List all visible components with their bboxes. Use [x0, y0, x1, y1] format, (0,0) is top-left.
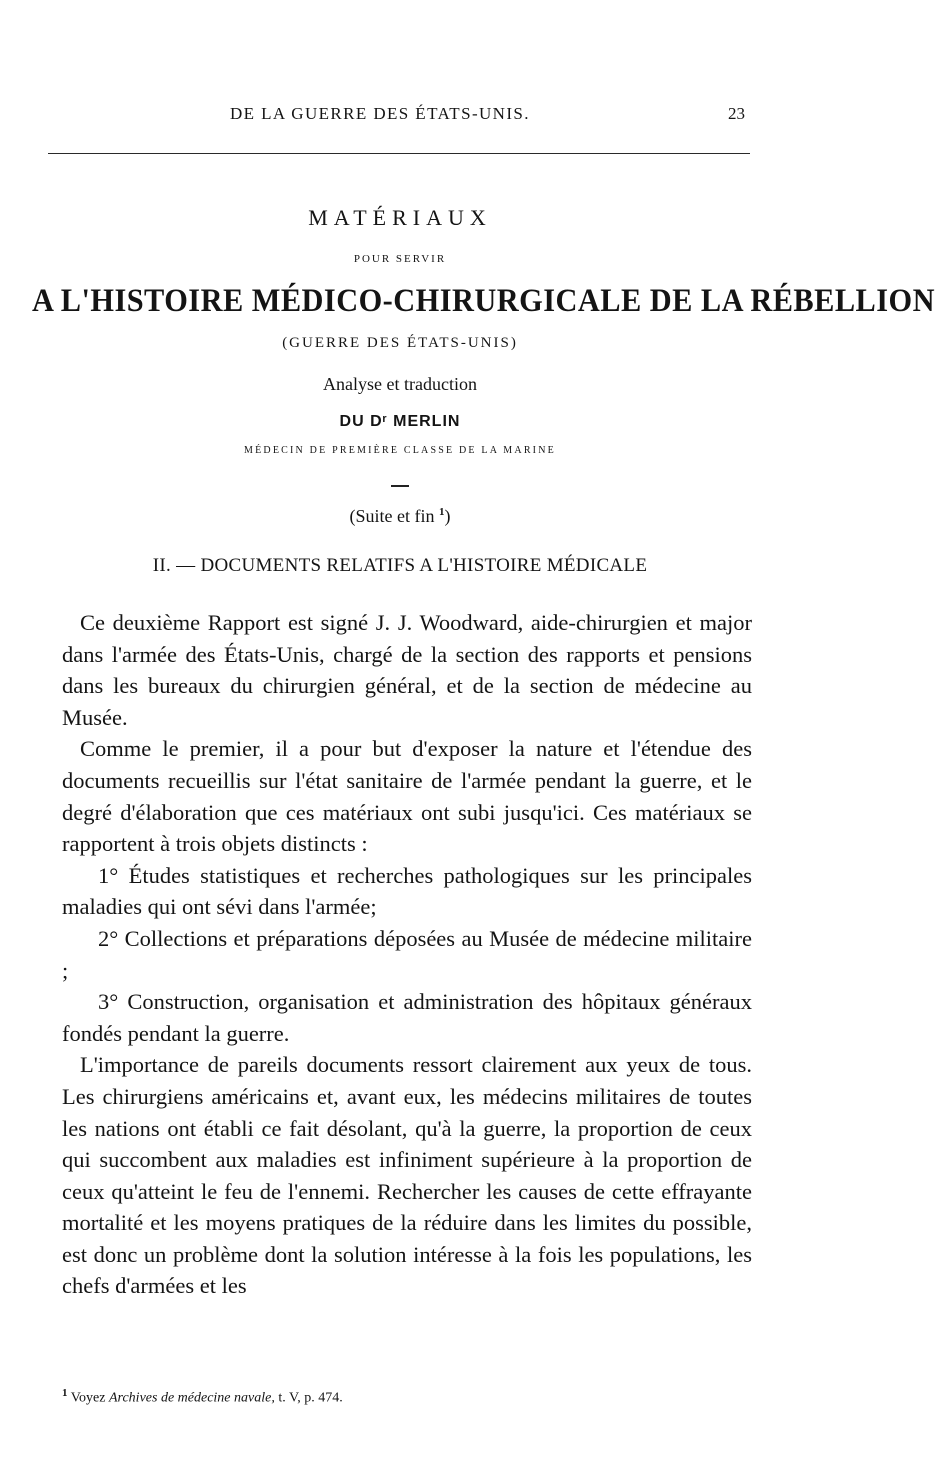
list-item: 2° Collections et préparations déposées au Musée de médecine militaire ;: [62, 925, 752, 983]
section-heading: II. — DOCUMENTS RELATIFS A L'HISTOIRE MÉDICALE: [152, 555, 648, 576]
footnote-source: Archives de médecine navale,: [108, 1390, 275, 1406]
page-number: 23: [728, 104, 745, 123]
title-main: MATÉRIAUX: [308, 205, 492, 230]
footnote: [62, 1387, 343, 1407]
paragraph: L'importance de pareils documents ressort clairement aux yeux de tous. Les chirurgiens américains et, avant eux, les médecins militaires de toutes les nations ont établi ce fait désolant, qu'à la guerre, la proportion de ceux qui succombent aux maladies est infiniment supérieure à la proportion de ceux qu'atteint le feu de l'ennemi. Rechercher les causes de cette effrayante mortalité et les moyens pratiques de la réduire dans les limites du possible, est donc un problème dont la solution intéresse à la fois les populations, les chefs d'armées et les: [62, 1052, 752, 1299]
footnote-before: Voyez: [70, 1390, 106, 1406]
title-dash: [391, 485, 409, 487]
footnote-after: t. V, p. 474.: [278, 1390, 343, 1406]
body-text: [62, 607, 752, 1302]
suite-text: (Suite et fin: [349, 506, 435, 526]
author-title: MÉDECIN DE PREMIÈRE CLASSE DE LA MARINE: [244, 445, 556, 456]
footnote-mark: 1: [62, 1387, 68, 1399]
running-head: DE LA GUERRE DES ÉTATS-UNIS.: [230, 104, 530, 123]
paragraph: Comme le premier, il a pour but d'exposer la nature et l'étendue des documents recueillis sur l'état sanitaire de l'armée pendant la guerre, et le degré d'élaboration que ces matériaux ont subi jusqu'ici. Ces matériaux se rapportent à trois objets distincts :: [62, 736, 752, 857]
title-sub: POUR SERVIR: [353, 253, 447, 265]
list-item: 1° Études statistiques et recherches pathologiques sur les principales maladies qui ont sévi dans l'armée;: [62, 862, 752, 920]
suite-footnote-mark: 1: [438, 506, 445, 518]
analyse-line: Analyse et traduction: [323, 374, 477, 394]
paragraph: Ce deuxième Rapport est signé J. J. Woodward, aide-chirurgien et major dans l'armée des États-Unis, chargé de la section des rapports et pensions dans les bureaux du chirurgien général, et de la section de médecine au Musée.: [62, 610, 752, 730]
title-paren: (GUERRE DES ÉTATS-UNIS): [282, 335, 518, 351]
list-item: 3° Construction, organisation et administration des hôpitaux généraux fondés pendant la guerre.: [62, 989, 752, 1046]
suite-line: [0, 506, 800, 527]
suite-close: ): [444, 506, 451, 526]
header-rule: [48, 153, 750, 154]
author-name: DU Dʳ MERLIN: [339, 413, 461, 430]
title-big: A L'HISTOIRE MÉDICO-CHIRURGICALE DE LA RÉBELLION: [32, 283, 935, 319]
